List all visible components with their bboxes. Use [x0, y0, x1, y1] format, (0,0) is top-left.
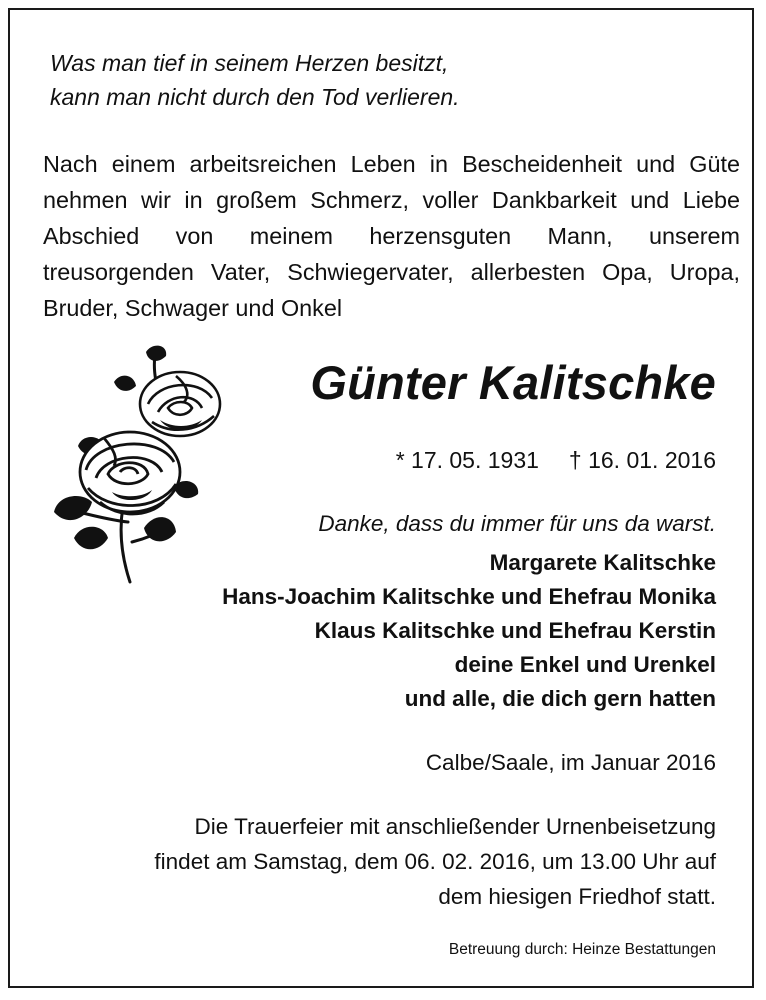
intro-paragraph: Nach einem arbeitsreichen Leben in Bescheidenheit und Güte nehmen wir in großem Schmerz, voller Dankbarkeit und Liebe Abschied von meinem herzensguten Mann, unserem treusorgenden Vater, Schwiegervater, allerbesten Opa, Uropa, Bruder, Schwager und Onkel — [43, 151, 740, 321]
mourner-line: Klaus Kalitschke und Ehefrau Kerstin — [314, 618, 716, 643]
funeral-notice — [16, 809, 716, 914]
place-date: Calbe/Saale, im Januar 2016 — [425, 750, 716, 775]
memorial-quote — [50, 46, 730, 114]
mourner-line: Hans-Joachim Kalitschke und Ehefrau Monika — [222, 584, 716, 609]
mourner-line: Margarete Kalitschke — [489, 550, 716, 575]
life-dates — [396, 442, 716, 478]
death-date: † 16. 01. 2016 — [568, 447, 716, 473]
birth-date: * 17. 05. 1931 — [395, 447, 539, 473]
obituary-card — [8, 8, 754, 988]
thanks-line: Danke, dass du immer für uns da warst. — [318, 511, 716, 536]
mourner-line: und alle, die dich gern hatten — [404, 686, 716, 711]
funeral-line-1: Die Trauerfeier mit anschließender Urnenbeisetzung — [194, 814, 716, 839]
quote-line-1: Was man tief in seinem Herzen besitzt, — [50, 50, 449, 76]
funeral-line-2: findet am Samstag, dem 06. 02. 2016, um 13.00 Uhr auf — [154, 849, 716, 874]
deceased-name: Günter Kalitschke — [310, 356, 716, 409]
quote-line-2: kann man nicht durch den Tod verlieren. — [50, 84, 460, 110]
mourners-list — [96, 546, 716, 716]
undertaker-credit: Betreuung durch: Heinze Bestattungen — [448, 941, 716, 958]
funeral-line-3: dem hiesigen Friedhof statt. — [438, 884, 716, 909]
mourner-line: deine Enkel und Urenkel — [454, 652, 716, 677]
